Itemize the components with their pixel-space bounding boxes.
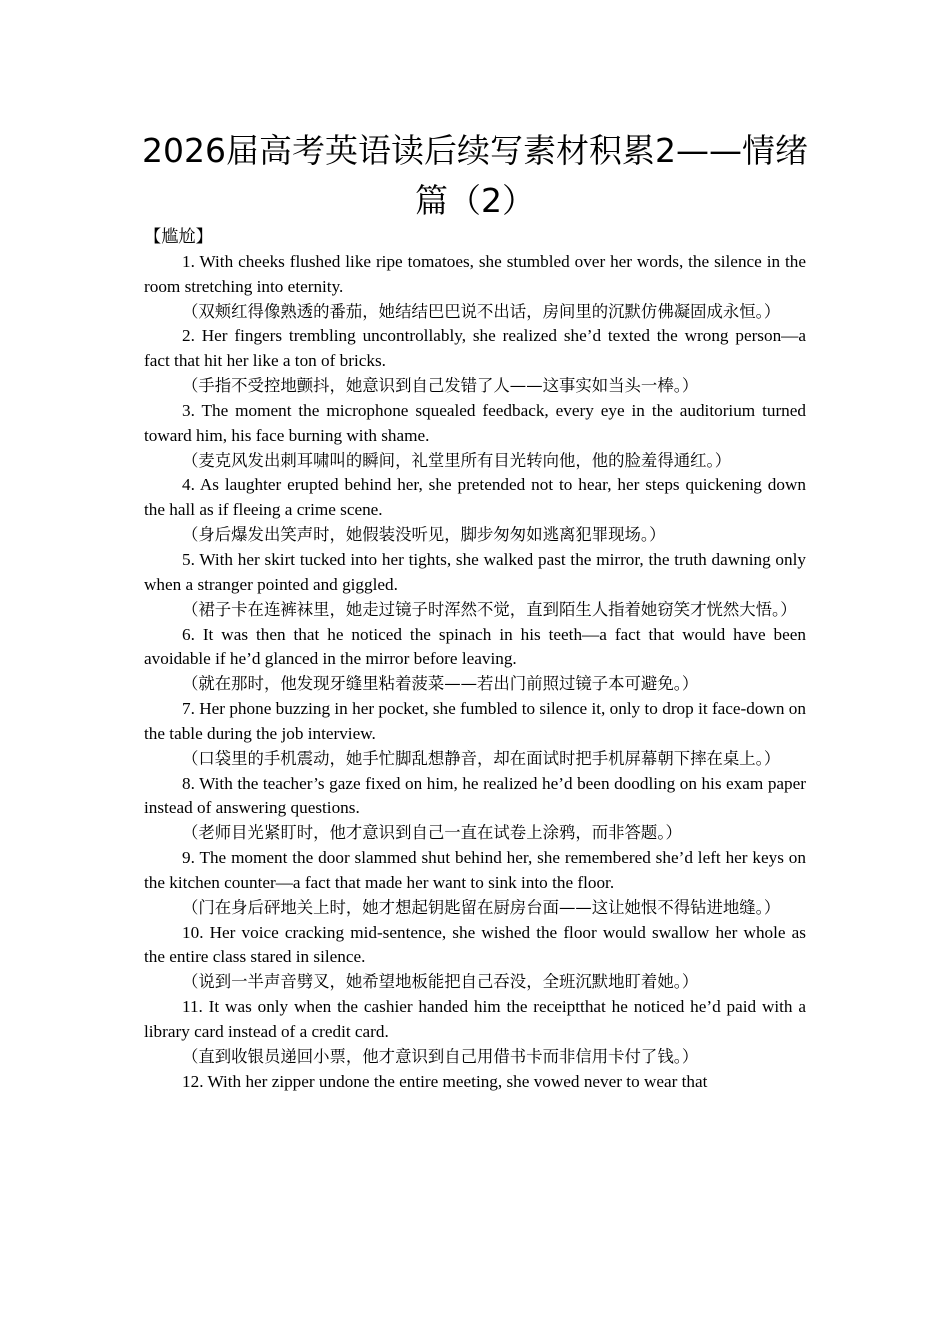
sentence-translation: （裙子卡在连裤袜里，她走过镜子时浑然不觉，直到陌生人指着她窃笑才恍然大悟。） bbox=[182, 599, 797, 619]
sentence-translation: （老师目光紧盯时，他才意识到自己一直在试卷上涂鸦，而非答题。） bbox=[182, 823, 682, 843]
sentence-translation: （直到收银员递回小票，他才意识到自己用借书卡而非信用卡付了钱。） bbox=[182, 1046, 699, 1066]
sentence-translation: （双颊红得像熟透的番茄，她结结巴巴说不出话，房间里的沉默仿佛凝固成永恒。） bbox=[182, 301, 781, 321]
page-title: 2026届高考英语读后续写素材积累2——情绪篇（2） bbox=[142, 131, 808, 220]
sentence-english: 3. The moment the microphone squealed feedback, every eye in the auditorium turned toward him, his face burning with shame. bbox=[144, 400, 806, 445]
sentence-translation: （身后爆发出笑声时，她假装没听见，脚步匆匆如逃离犯罪现场。） bbox=[182, 525, 666, 545]
sentence-english: 7. Her phone buzzing in her pocket, she fumbled to silence it, only to drop it face-down on the table during the job interview. bbox=[144, 699, 806, 743]
document-body bbox=[144, 225, 806, 1095]
sentence-translation: （口袋里的手机震动，她手忙脚乱想静音，却在面试时把手机屏幕朝下摔在桌上。） bbox=[182, 748, 781, 768]
sentence-english: 4. As laughter erupted behind her, she pretended not to hear, her steps quickening down the hall as if fleeing a crime scene. bbox=[144, 475, 806, 520]
sentence-english: 6. It was then that he noticed the spinach in his teeth—a fact that would have been avoidable if he’d glanced in the mirror before leaving. bbox=[144, 624, 806, 669]
sentence-translation: （就在那时，他发现牙缝里粘着菠菜——若出门前照过镜子本可避免。） bbox=[182, 674, 699, 694]
sentence-english: 5. With her skirt tucked into her tights, she walked past the mirror, the truth dawning only when a stranger pointed and giggled. bbox=[144, 549, 806, 594]
sentence-english: 8. With the teacher’s gaze fixed on him, he realized he’d been doodling on his exam paper instead of answering questions. bbox=[144, 773, 806, 818]
sentence-english: 2. Her fingers trembling uncontrollably, she realized she’d texted the wrong person—a fact that hit her like a ton of bricks. bbox=[144, 326, 806, 371]
sentence-english: 1. With cheeks flushed like ripe tomatoes, she stumbled over her words, the silence in the room stretching into eternity. bbox=[144, 251, 806, 296]
sentence-english: 9. The moment the door slammed shut behind her, she remembered she’d left her keys on the kitchen counter—a fact that made her want to sink into the floor. bbox=[144, 848, 806, 892]
sentence-translation: （麦克风发出刺耳啸叫的瞬间，礼堂里所有目光转向他，他的脸羞得通红。） bbox=[182, 450, 732, 470]
sentence-translation: （手指不受控地颤抖，她意识到自己发错了人——这事实如当头一棒。） bbox=[182, 376, 699, 396]
sentence-translation: （说到一半声音劈叉，她希望地板能把自己吞没，全班沉默地盯着她。） bbox=[182, 972, 699, 992]
sentence-english: 12. With her zipper undone the entire meeting, she vowed never to wear that bbox=[182, 1071, 708, 1091]
section-heading: 【尴尬】 bbox=[144, 227, 213, 247]
sentence-translation: （门在身后砰地关上时，她才想起钥匙留在厨房台面——这让她恨不得钻进地缝。） bbox=[182, 897, 781, 917]
sentence-english: 11. It was only when the cashier handed him the receiptthat he noticed he’d paid with a library card instead of a credit card. bbox=[144, 997, 806, 1041]
sentence-english: 10. Her voice cracking mid-sentence, she wished the floor would swallow her whole as the entire class stared in silence. bbox=[144, 922, 806, 967]
